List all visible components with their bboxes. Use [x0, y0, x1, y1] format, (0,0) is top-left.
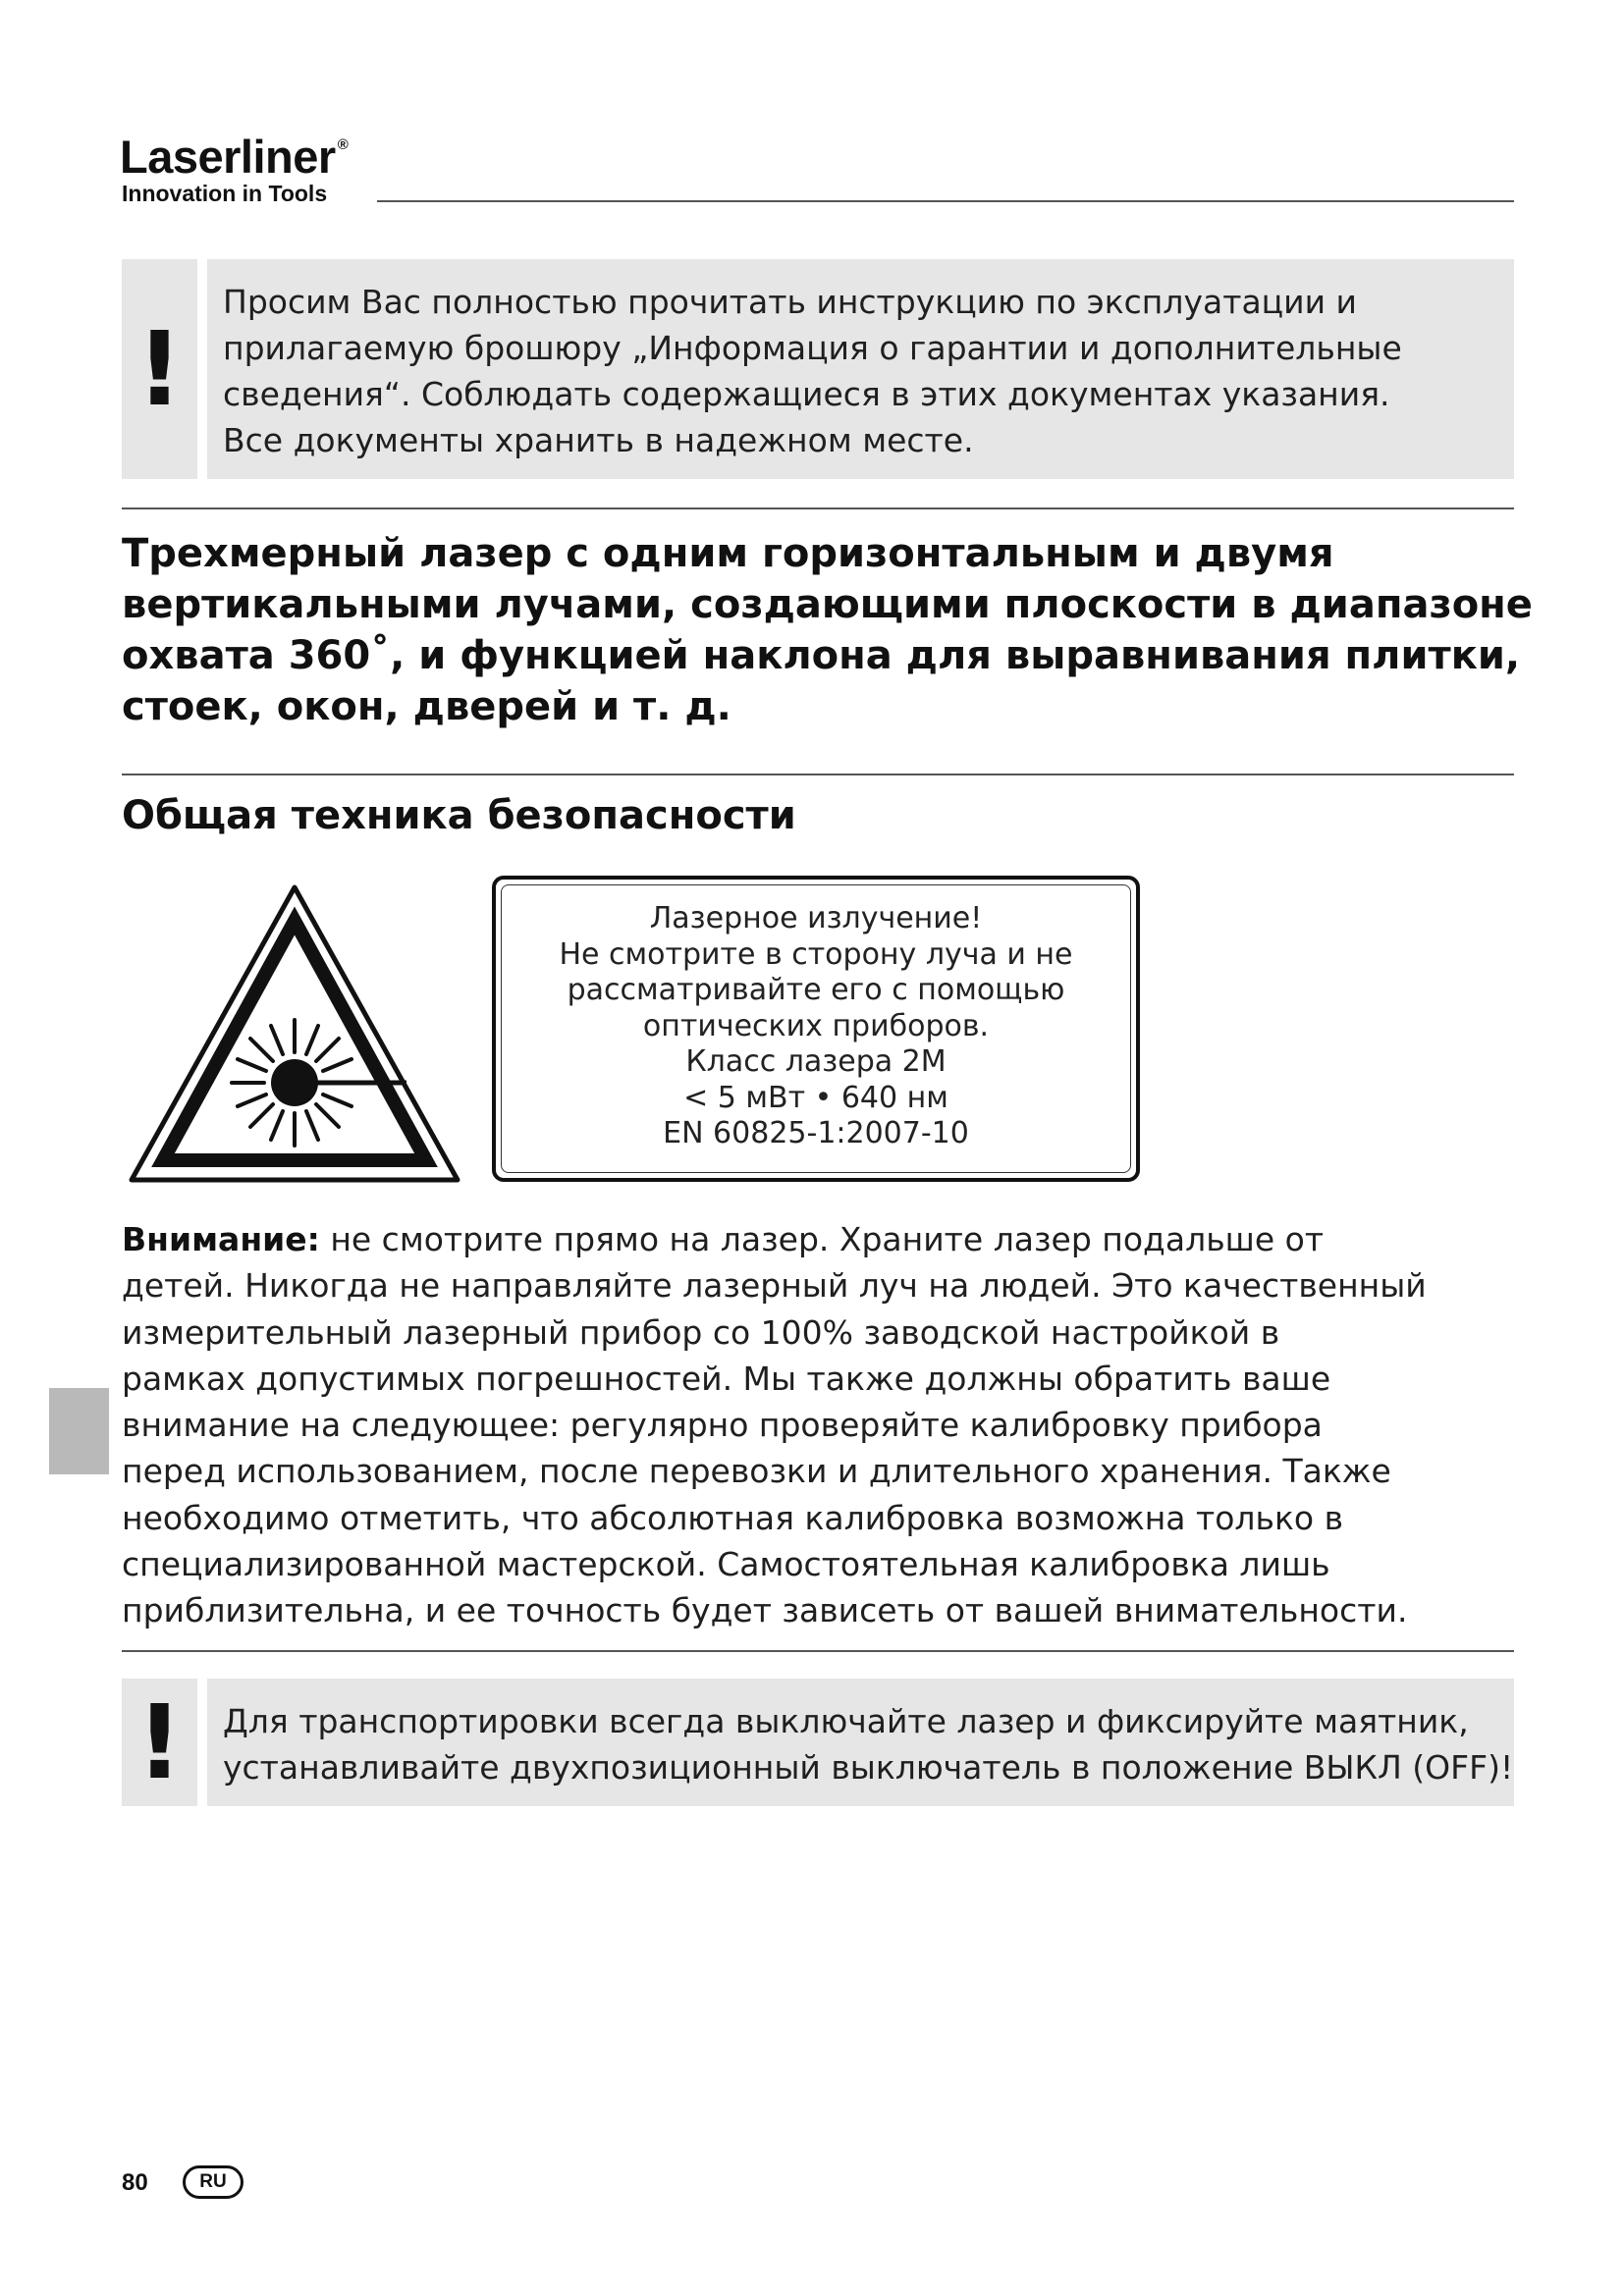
product-title — [122, 528, 1536, 732]
notice-line: Для транспортировки всегда выключайте лазер и фиксируйте маятник, — [223, 1702, 1469, 1740]
title-line: вертикальными лучами, создающими плоскости в диапазоне — [122, 582, 1533, 627]
registered-mark: ® — [337, 136, 349, 153]
brand-tagline: Innovation in Tools — [122, 181, 328, 206]
body-line: рамках допустимых погрешностей. Мы также должны обратить ваше — [122, 1359, 1331, 1398]
title-line: Трехмерный лазер с одним горизонтальным и двумя — [122, 531, 1334, 576]
page-number: 80 — [122, 2169, 148, 2196]
notice-line: прилагаемую брошюру „Информация о гарантии и дополнительные — [223, 329, 1402, 367]
body-line: детей. Никогда не направляйте лазерный луч на людей. Это качественный — [122, 1266, 1427, 1306]
header-rule — [377, 200, 1514, 202]
section-title: Общая техника безопасности — [122, 793, 796, 838]
label-line: оптических приборов. — [642, 1008, 990, 1043]
body-line — [122, 1216, 1536, 1262]
notice-line: устанавливайте двухпозиционный выключатель в положение ВЫКЛ (OFF)! — [223, 1748, 1514, 1787]
body-line: измерительный лазерный прибор со 100% заводской настройкой в — [122, 1312, 1280, 1352]
body-line: перед использованием, после перевозки и длительного хранения. Также — [122, 1452, 1391, 1491]
divider — [122, 774, 1514, 775]
body-line: внимание на следующее: регулярно проверяйте калибровку прибора — [122, 1406, 1323, 1445]
exclamation-icon: ! — [122, 1679, 197, 1806]
brand-name: Laserliner — [120, 131, 336, 183]
notice-line: Просим Вас полностью прочитать инструкцию по эксплуатации и — [223, 283, 1357, 321]
body-line: необходимо отметить, что абсолютная калибровка возможна только в — [122, 1498, 1344, 1537]
label-line: рассматривайте его с помощью — [567, 973, 1065, 1007]
safety-paragraph — [122, 1216, 1536, 1634]
body-line: специализированной мастерской. Самостоятельная калибровка лишь — [122, 1545, 1330, 1584]
language-badge: RU — [183, 2165, 244, 2199]
divider — [122, 507, 1514, 509]
exclamation-icon: ! — [122, 259, 197, 479]
label-line: EN 60825-1:2007-10 — [663, 1116, 969, 1150]
attention-label: Внимание: — [122, 1220, 320, 1258]
brand-logo — [120, 131, 349, 183]
title-line: охвата 360˚, и функцией наклона для выравнивания плитки, — [122, 633, 1521, 678]
label-line: < 5 мВт • 640 нм — [683, 1080, 948, 1115]
label-text — [496, 901, 1136, 1152]
label-line: Класс лазера 2M — [685, 1044, 947, 1079]
notice-bottom — [207, 1679, 1514, 1806]
notice-line: сведения“. Соблюдать содержащиеся в этих документах указания. — [223, 375, 1390, 413]
laser-warning-triangle-icon — [126, 881, 463, 1188]
label-line: Не смотрите в сторону луча и не — [559, 936, 1073, 972]
laser-warning-label — [492, 876, 1140, 1182]
body-first-line: не смотрите прямо на лазер. Храните лазер подальше от — [319, 1220, 1325, 1258]
side-tab-marker — [49, 1388, 109, 1474]
label-line: Лазерное излучение! — [649, 901, 983, 935]
notice-line: Все документы хранить в надежном месте. — [223, 421, 974, 459]
body-line: приблизительна, и ее точность будет зависеть от вашей внимательности. — [122, 1591, 1408, 1630]
title-line: стоек, окон, дверей и т. д. — [122, 684, 731, 729]
divider — [122, 1650, 1514, 1652]
notice-top — [207, 259, 1514, 479]
